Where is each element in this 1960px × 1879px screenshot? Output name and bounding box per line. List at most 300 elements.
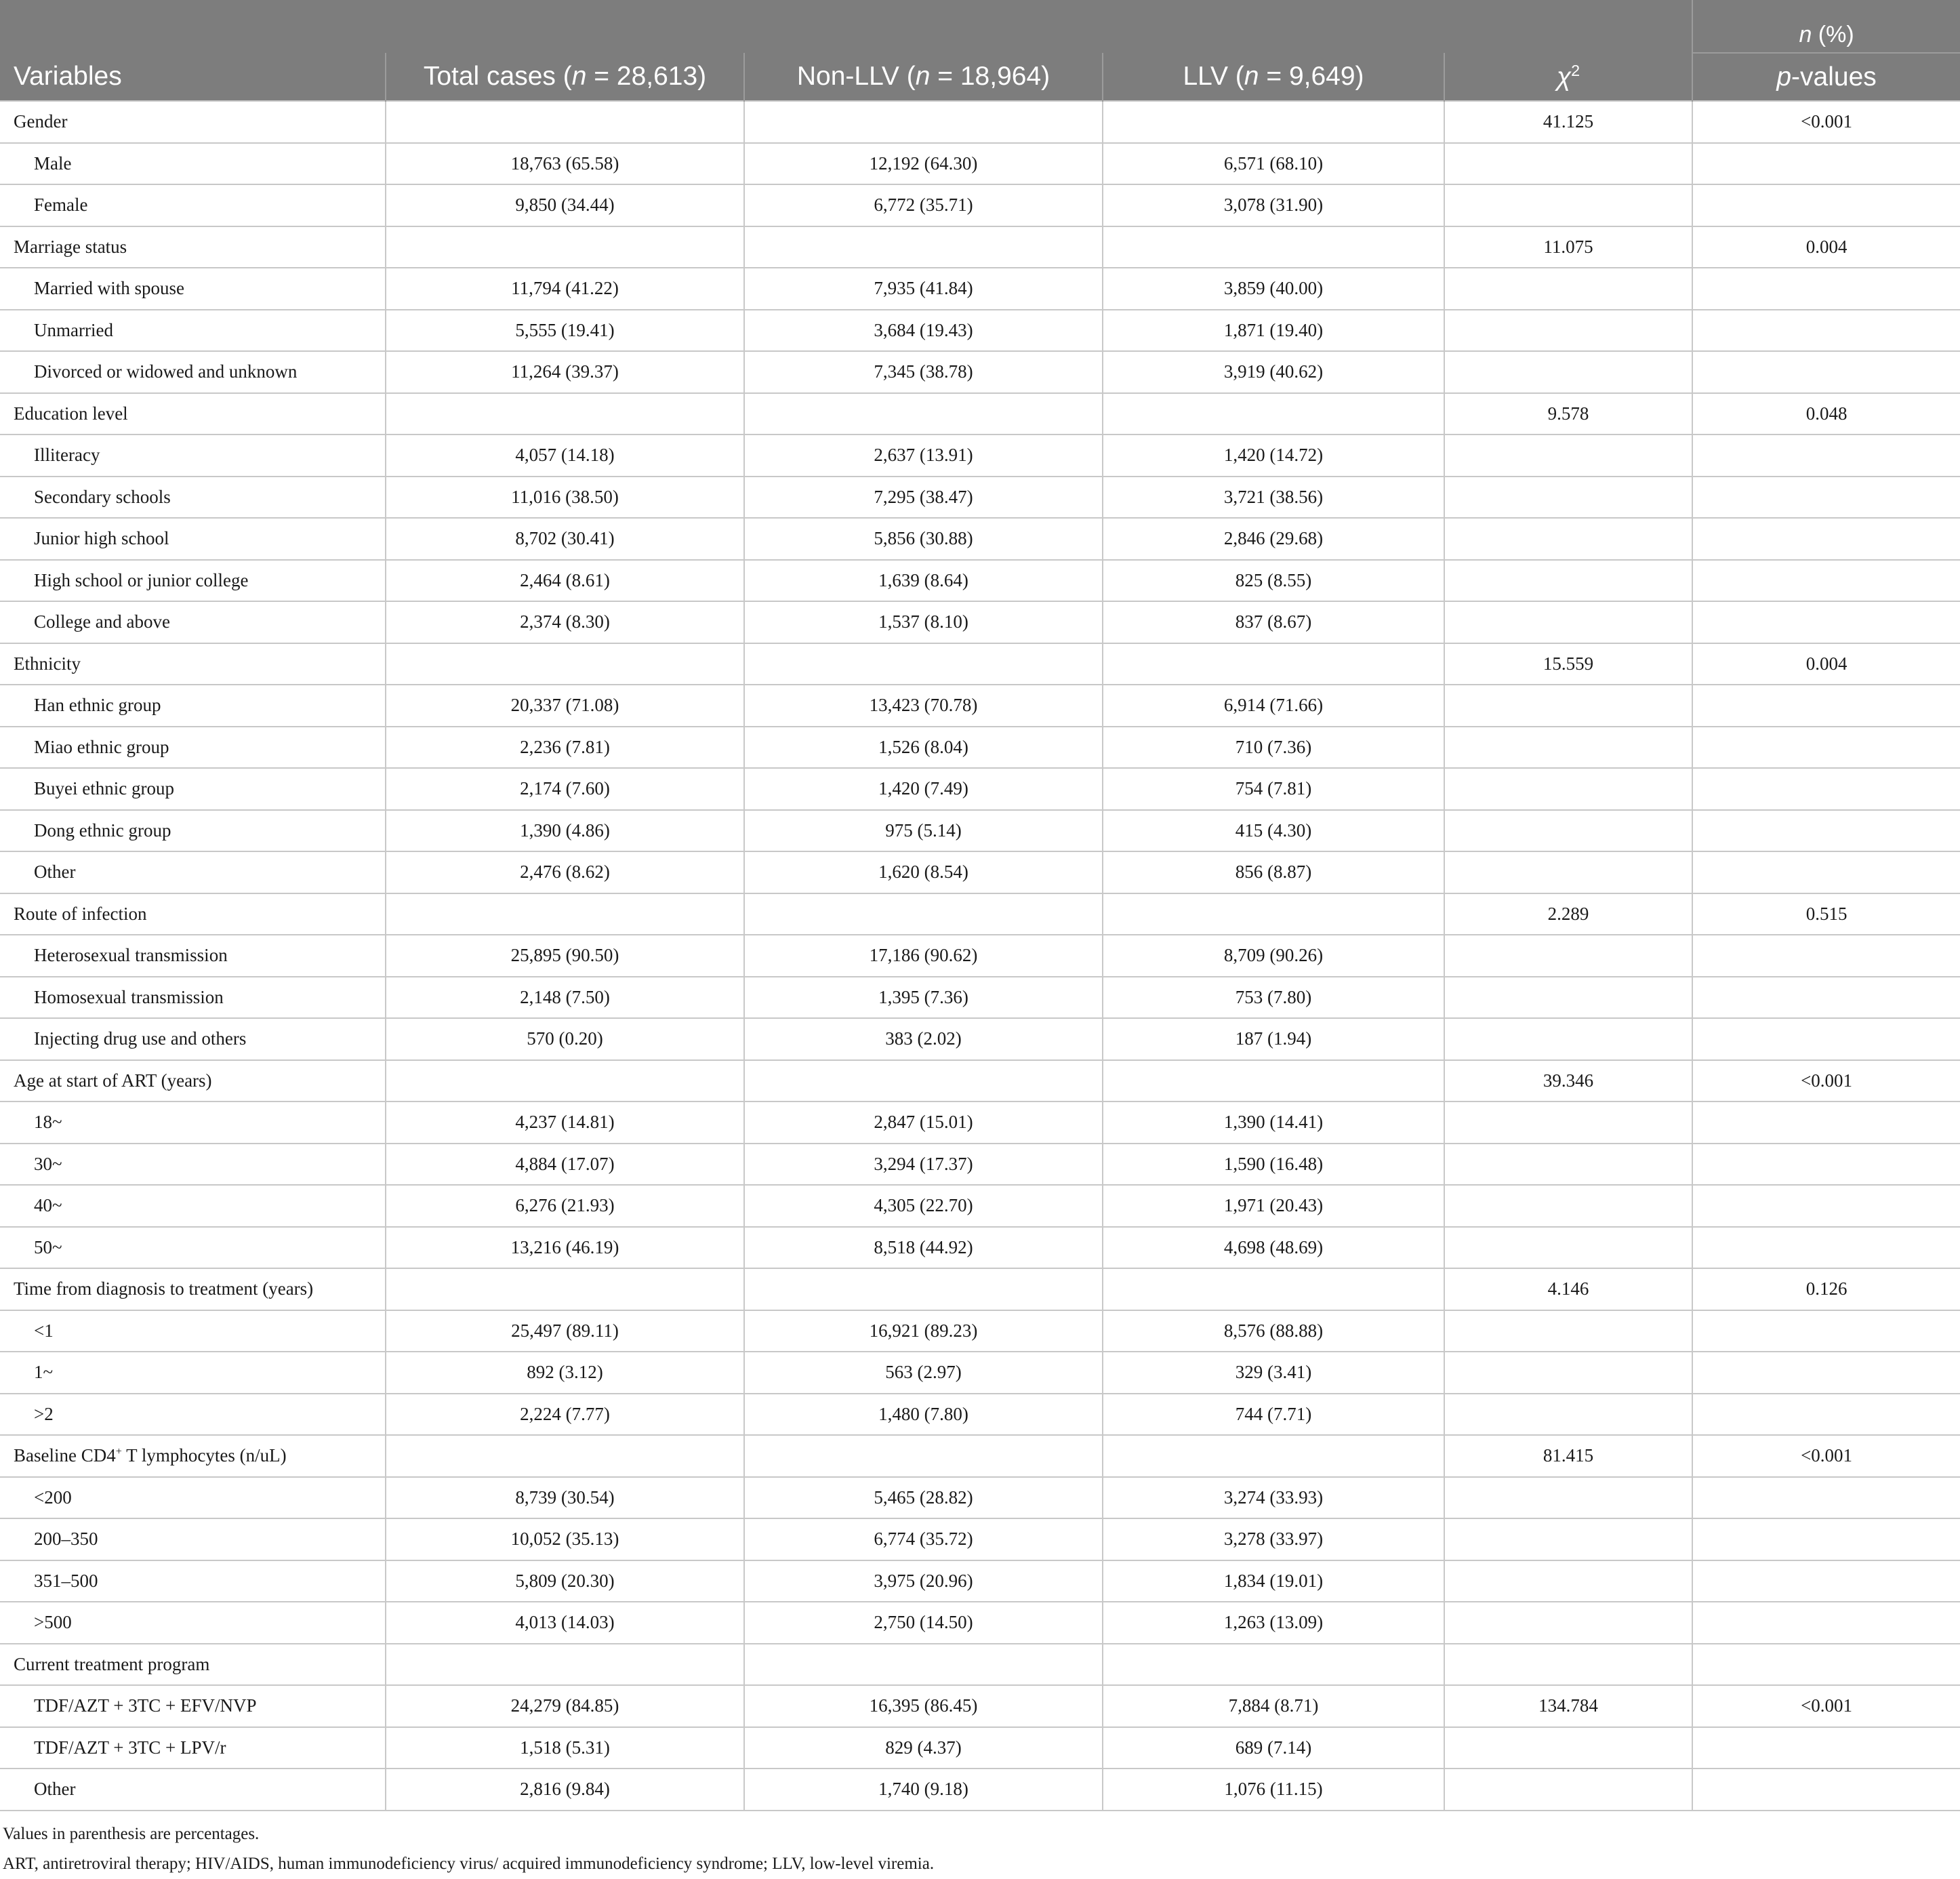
category-label: Other — [0, 851, 386, 893]
cell-llv — [1103, 101, 1444, 143]
cell-total: 570 (0.20) — [386, 1018, 744, 1060]
cell-chi2 — [1444, 143, 1692, 185]
cell-p — [1692, 685, 1960, 727]
cell-total — [386, 101, 744, 143]
cell-llv: 837 (8.67) — [1103, 601, 1444, 643]
cell-p — [1692, 1602, 1960, 1644]
cell-nonllv: 383 (2.02) — [744, 1018, 1103, 1060]
cell-llv — [1103, 1060, 1444, 1102]
cell-nonllv: 12,192 (64.30) — [744, 143, 1103, 185]
col-header-nonllv: Non-LLV (n = 18,964) — [744, 53, 1103, 101]
header-row — [0, 53, 1960, 101]
cell-p — [1692, 435, 1960, 477]
cell-llv: 6,914 (71.66) — [1103, 685, 1444, 727]
cell-nonllv: 6,774 (35.72) — [744, 1518, 1103, 1560]
cell-nonllv: 5,856 (30.88) — [744, 518, 1103, 560]
cell-nonllv — [744, 226, 1103, 268]
cell-llv: 8,709 (90.26) — [1103, 935, 1444, 977]
cell-total: 2,476 (8.62) — [386, 851, 744, 893]
cell-total: 8,739 (30.54) — [386, 1477, 744, 1519]
cell-p — [1692, 851, 1960, 893]
cell-nonllv: 5,465 (28.82) — [744, 1477, 1103, 1519]
cell-chi2 — [1444, 560, 1692, 602]
cell-chi2 — [1444, 1602, 1692, 1644]
cell-llv — [1103, 393, 1444, 435]
category-label: Unmarried — [0, 310, 386, 352]
category-label: TDF/AZT + 3TC + EFV/NVP — [0, 1685, 386, 1727]
col-header-variables: Variables — [0, 53, 386, 101]
category-label: High school or junior college — [0, 560, 386, 602]
cell-chi2 — [1444, 518, 1692, 560]
cell-llv — [1103, 1268, 1444, 1310]
category-row — [0, 1394, 1960, 1436]
cell-p: 0.515 — [1692, 893, 1960, 935]
cell-llv: 1,590 (16.48) — [1103, 1144, 1444, 1186]
cell-p — [1692, 143, 1960, 185]
cell-chi2 — [1444, 1102, 1692, 1144]
cell-chi2 — [1444, 477, 1692, 519]
cell-total: 4,013 (14.03) — [386, 1602, 744, 1644]
cell-nonllv: 4,305 (22.70) — [744, 1185, 1103, 1227]
cell-chi2 — [1444, 685, 1692, 727]
category-row — [0, 1227, 1960, 1269]
cell-nonllv: 1,420 (7.49) — [744, 768, 1103, 810]
cell-nonllv: 563 (2.97) — [744, 1352, 1103, 1394]
cell-p: 0.126 — [1692, 1268, 1960, 1310]
cell-total — [386, 1268, 744, 1310]
col-header-chi2: $\chi^2$ — [1444, 53, 1692, 101]
cell-nonllv: 8,518 (44.92) — [744, 1227, 1103, 1269]
cell-total: 8,702 (30.41) — [386, 518, 744, 560]
cell-total: 5,809 (20.30) — [386, 1560, 744, 1602]
category-row — [0, 851, 1960, 893]
category-label: College and above — [0, 601, 386, 643]
category-label: Miao ethnic group — [0, 727, 386, 769]
cell-nonllv — [744, 643, 1103, 685]
cell-p: 0.004 — [1692, 643, 1960, 685]
cell-chi2: 15.559 — [1444, 643, 1692, 685]
cell-total: 9,850 (34.44) — [386, 184, 744, 226]
category-label: Other — [0, 1769, 386, 1811]
cell-chi2: 11.075 — [1444, 226, 1692, 268]
cell-p: <0.001 — [1692, 1685, 1960, 1727]
cell-p — [1692, 1769, 1960, 1811]
note-line: Values in parenthesis are percentages. — [3, 1824, 260, 1843]
category-row — [0, 810, 1960, 852]
cell-chi2 — [1444, 1518, 1692, 1560]
cell-llv: 1,834 (19.01) — [1103, 1560, 1444, 1602]
variable-row — [0, 1435, 1960, 1477]
cell-chi2: 41.125 — [1444, 101, 1692, 143]
category-row — [0, 560, 1960, 602]
category-row — [0, 1310, 1960, 1352]
category-label: 18~ — [0, 1102, 386, 1144]
cell-nonllv: 7,295 (38.47) — [744, 477, 1103, 519]
cell-p — [1692, 560, 1960, 602]
variable-label: Current treatment program — [0, 1644, 386, 1686]
category-row — [0, 1018, 1960, 1060]
cell-total: 10,052 (35.13) — [386, 1518, 744, 1560]
cell-p — [1692, 184, 1960, 226]
cell-chi2 — [1444, 1394, 1692, 1436]
category-row — [0, 1602, 1960, 1644]
category-label: Male — [0, 143, 386, 185]
cell-total: 4,237 (14.81) — [386, 1102, 744, 1144]
cell-chi2 — [1444, 1727, 1692, 1769]
cell-nonllv — [744, 1435, 1103, 1477]
cell-llv: 754 (7.81) — [1103, 768, 1444, 810]
cell-nonllv: 3,294 (17.37) — [744, 1144, 1103, 1186]
category-label: 50~ — [0, 1227, 386, 1269]
cell-chi2 — [1444, 310, 1692, 352]
variable-row — [0, 893, 1960, 935]
cell-total: 2,464 (8.61) — [386, 560, 744, 602]
cell-chi2 — [1444, 1144, 1692, 1186]
cell-chi2 — [1444, 184, 1692, 226]
cell-p: <0.001 — [1692, 1435, 1960, 1477]
cell-total: 2,174 (7.60) — [386, 768, 744, 810]
cell-nonllv — [744, 1060, 1103, 1102]
cell-total: 2,224 (7.77) — [386, 1394, 744, 1436]
category-row — [0, 1185, 1960, 1227]
cell-p — [1692, 1227, 1960, 1269]
cell-llv: 825 (8.55) — [1103, 560, 1444, 602]
category-label: 30~ — [0, 1144, 386, 1186]
category-row — [0, 1102, 1960, 1144]
variable-row — [0, 101, 1960, 143]
cell-chi2 — [1444, 1185, 1692, 1227]
category-row — [0, 727, 1960, 769]
cell-total: 892 (3.12) — [386, 1352, 744, 1394]
cell-chi2 — [1444, 1560, 1692, 1602]
cell-nonllv: 1,620 (8.54) — [744, 851, 1103, 893]
header-spacer — [0, 0, 1692, 53]
cell-llv: 1,971 (20.43) — [1103, 1185, 1444, 1227]
category-label: 200–350 — [0, 1518, 386, 1560]
category-label: TDF/AZT + 3TC + LPV/r — [0, 1727, 386, 1769]
variable-label: Education level — [0, 393, 386, 435]
cell-total: 1,390 (4.86) — [386, 810, 744, 852]
cell-chi2 — [1444, 851, 1692, 893]
category-label: Buyei ethnic group — [0, 768, 386, 810]
category-label: Han ethnic group — [0, 685, 386, 727]
cell-total — [386, 1060, 744, 1102]
category-row — [0, 435, 1960, 477]
cell-llv — [1103, 1435, 1444, 1477]
cell-nonllv: 2,750 (14.50) — [744, 1602, 1103, 1644]
col-header-total: Total cases (n = 28,613) — [386, 53, 744, 101]
category-label: 40~ — [0, 1185, 386, 1227]
cell-p — [1692, 810, 1960, 852]
cell-llv: 856 (8.87) — [1103, 851, 1444, 893]
cell-p — [1692, 518, 1960, 560]
category-label: 351–500 — [0, 1560, 386, 1602]
category-row — [0, 184, 1960, 226]
category-label: Homosexual transmission — [0, 977, 386, 1019]
cell-total — [386, 1435, 744, 1477]
cell-p — [1692, 1352, 1960, 1394]
cell-chi2: 9.578 — [1444, 393, 1692, 435]
category-label: Dong ethnic group — [0, 810, 386, 852]
cell-p — [1692, 1518, 1960, 1560]
cell-p — [1692, 1560, 1960, 1602]
cell-total — [386, 893, 744, 935]
cell-p — [1692, 601, 1960, 643]
cell-total: 25,497 (89.11) — [386, 1310, 744, 1352]
cell-chi2 — [1444, 810, 1692, 852]
cell-llv: 187 (1.94) — [1103, 1018, 1444, 1060]
cell-total: 25,895 (90.50) — [386, 935, 744, 977]
cell-chi2: 81.415 — [1444, 1435, 1692, 1477]
cell-llv: 3,919 (40.62) — [1103, 351, 1444, 393]
variable-row — [0, 643, 1960, 685]
col-header-pvalues: p-values — [1692, 53, 1960, 101]
note-line: ART, antiretroviral therapy; HIV/AIDS, human immunodeficiency virus/ acquired immunodeficiency syndrome; LLV, low-level viremia. — [3, 1854, 935, 1873]
cell-p — [1692, 268, 1960, 310]
cell-nonllv: 13,423 (70.78) — [744, 685, 1103, 727]
cell-p — [1692, 1644, 1960, 1686]
cell-p — [1692, 1477, 1960, 1519]
cell-total: 4,057 (14.18) — [386, 435, 744, 477]
cell-nonllv: 829 (4.37) — [744, 1727, 1103, 1769]
cell-total: 4,884 (17.07) — [386, 1144, 744, 1186]
cell-nonllv — [744, 1268, 1103, 1310]
unit-label: n (%) — [1692, 0, 1960, 53]
cell-llv — [1103, 226, 1444, 268]
cell-p — [1692, 977, 1960, 1019]
cell-total: 11,264 (39.37) — [386, 351, 744, 393]
variable-row — [0, 1268, 1960, 1310]
category-label: >2 — [0, 1394, 386, 1436]
category-row — [0, 518, 1960, 560]
cell-total: 2,148 (7.50) — [386, 977, 744, 1019]
cell-chi2 — [1444, 1644, 1692, 1686]
category-label: Secondary schools — [0, 477, 386, 519]
category-label: Divorced or widowed and unknown — [0, 351, 386, 393]
variable-label: Age at start of ART (years) — [0, 1060, 386, 1102]
cell-total: 18,763 (65.58) — [386, 143, 744, 185]
variable-label: Time from diagnosis to treatment (years) — [0, 1268, 386, 1310]
variable-label: Baseline CD4+ T lymphocytes (n/uL) — [0, 1435, 386, 1477]
cell-nonllv: 1,740 (9.18) — [744, 1769, 1103, 1811]
variable-label: Ethnicity — [0, 643, 386, 685]
cell-chi2 — [1444, 1352, 1692, 1394]
cell-llv: 8,576 (88.88) — [1103, 1310, 1444, 1352]
cell-total: 2,374 (8.30) — [386, 601, 744, 643]
cell-nonllv — [744, 101, 1103, 143]
category-row — [0, 1352, 1960, 1394]
cell-chi2 — [1444, 1227, 1692, 1269]
category-label: <200 — [0, 1477, 386, 1519]
cell-llv: 3,274 (33.93) — [1103, 1477, 1444, 1519]
cell-total: 1,518 (5.31) — [386, 1727, 744, 1769]
cell-llv: 710 (7.36) — [1103, 727, 1444, 769]
cell-total: 20,337 (71.08) — [386, 685, 744, 727]
cell-total: 2,236 (7.81) — [386, 727, 744, 769]
cell-chi2 — [1444, 601, 1692, 643]
cell-total: 6,276 (21.93) — [386, 1185, 744, 1227]
cell-total — [386, 393, 744, 435]
cell-chi2: 39.346 — [1444, 1060, 1692, 1102]
category-label: Female — [0, 184, 386, 226]
cell-total: 13,216 (46.19) — [386, 1227, 744, 1269]
category-row — [0, 977, 1960, 1019]
cell-chi2 — [1444, 351, 1692, 393]
cell-total: 24,279 (84.85) — [386, 1685, 744, 1727]
cell-llv: 3,278 (33.97) — [1103, 1518, 1444, 1560]
cell-llv: 1,420 (14.72) — [1103, 435, 1444, 477]
cell-nonllv — [744, 1644, 1103, 1686]
category-row — [0, 1477, 1960, 1519]
cell-nonllv: 1,537 (8.10) — [744, 601, 1103, 643]
cell-llv — [1103, 1644, 1444, 1686]
cell-total — [386, 1644, 744, 1686]
category-label: 1~ — [0, 1352, 386, 1394]
cell-chi2 — [1444, 1018, 1692, 1060]
category-label: Married with spouse — [0, 268, 386, 310]
cell-nonllv: 7,935 (41.84) — [744, 268, 1103, 310]
cell-p: 0.004 — [1692, 226, 1960, 268]
category-row — [0, 1560, 1960, 1602]
cell-llv: 329 (3.41) — [1103, 1352, 1444, 1394]
category-row — [0, 310, 1960, 352]
category-row — [0, 1518, 1960, 1560]
cell-p — [1692, 1310, 1960, 1352]
variable-row — [0, 226, 1960, 268]
category-row — [0, 935, 1960, 977]
cell-nonllv: 3,684 (19.43) — [744, 310, 1103, 352]
category-row — [0, 768, 1960, 810]
cell-nonllv: 1,480 (7.80) — [744, 1394, 1103, 1436]
cell-chi2 — [1444, 268, 1692, 310]
cell-p: <0.001 — [1692, 1060, 1960, 1102]
category-label: Junior high school — [0, 518, 386, 560]
cell-nonllv: 7,345 (38.78) — [744, 351, 1103, 393]
cell-nonllv: 16,921 (89.23) — [744, 1310, 1103, 1352]
variable-label: Route of infection — [0, 893, 386, 935]
cell-p — [1692, 1102, 1960, 1144]
category-row — [0, 1769, 1960, 1811]
cell-chi2: 2.289 — [1444, 893, 1692, 935]
cell-p — [1692, 351, 1960, 393]
cell-chi2 — [1444, 977, 1692, 1019]
cell-chi2 — [1444, 1769, 1692, 1811]
cell-p — [1692, 727, 1960, 769]
cell-llv — [1103, 643, 1444, 685]
category-label: Illiteracy — [0, 435, 386, 477]
cell-chi2 — [1444, 768, 1692, 810]
cell-p — [1692, 768, 1960, 810]
cell-p — [1692, 935, 1960, 977]
category-row — [0, 1144, 1960, 1186]
cell-llv: 6,571 (68.10) — [1103, 143, 1444, 185]
cell-llv: 1,263 (13.09) — [1103, 1602, 1444, 1644]
cell-nonllv: 3,975 (20.96) — [744, 1560, 1103, 1602]
category-label: Heterosexual transmission — [0, 935, 386, 977]
cell-nonllv — [744, 393, 1103, 435]
cell-total — [386, 226, 744, 268]
cell-nonllv — [744, 893, 1103, 935]
cell-llv: 689 (7.14) — [1103, 1727, 1444, 1769]
cell-nonllv: 1,639 (8.64) — [744, 560, 1103, 602]
cell-llv: 415 (4.30) — [1103, 810, 1444, 852]
category-row — [0, 268, 1960, 310]
cell-nonllv: 1,395 (7.36) — [744, 977, 1103, 1019]
cell-llv: 753 (7.80) — [1103, 977, 1444, 1019]
cell-total — [386, 643, 744, 685]
cell-p — [1692, 1185, 1960, 1227]
cell-llv: 4,698 (48.69) — [1103, 1227, 1444, 1269]
cell-chi2 — [1444, 1310, 1692, 1352]
cell-total: 11,794 (41.22) — [386, 268, 744, 310]
cell-llv: 1,076 (11.15) — [1103, 1769, 1444, 1811]
cell-p — [1692, 1018, 1960, 1060]
cell-p — [1692, 1144, 1960, 1186]
category-row — [0, 601, 1960, 643]
cell-nonllv: 2,847 (15.01) — [744, 1102, 1103, 1144]
cell-chi2 — [1444, 435, 1692, 477]
cell-llv: 7,884 (8.71) — [1103, 1685, 1444, 1727]
cell-p — [1692, 477, 1960, 519]
variable-label: Gender — [0, 101, 386, 143]
cell-total: 5,555 (19.41) — [386, 310, 744, 352]
category-label: <1 — [0, 1310, 386, 1352]
cell-total: 2,816 (9.84) — [386, 1769, 744, 1811]
variable-label: Marriage status — [0, 226, 386, 268]
col-header-llv: LLV (n = 9,649) — [1103, 53, 1444, 101]
variable-row — [0, 1644, 1960, 1686]
header-row-top — [0, 0, 1960, 53]
cell-p — [1692, 1394, 1960, 1436]
cell-nonllv: 17,186 (90.62) — [744, 935, 1103, 977]
cell-llv: 3,078 (31.90) — [1103, 184, 1444, 226]
cell-p — [1692, 310, 1960, 352]
cell-p: <0.001 — [1692, 101, 1960, 143]
category-row — [0, 477, 1960, 519]
cell-llv: 3,721 (38.56) — [1103, 477, 1444, 519]
cell-chi2 — [1444, 727, 1692, 769]
cell-nonllv: 6,772 (35.71) — [744, 184, 1103, 226]
cell-nonllv: 1,526 (8.04) — [744, 727, 1103, 769]
cell-llv — [1103, 893, 1444, 935]
cell-chi2: 4.146 — [1444, 1268, 1692, 1310]
category-label: >500 — [0, 1602, 386, 1644]
cell-llv: 744 (7.71) — [1103, 1394, 1444, 1436]
category-row — [0, 1727, 1960, 1769]
cell-llv: 1,871 (19.40) — [1103, 310, 1444, 352]
cell-nonllv: 2,637 (13.91) — [744, 435, 1103, 477]
cell-llv: 1,390 (14.41) — [1103, 1102, 1444, 1144]
cell-chi2 — [1444, 935, 1692, 977]
category-row — [0, 351, 1960, 393]
cell-llv: 2,846 (29.68) — [1103, 518, 1444, 560]
cell-p: 0.048 — [1692, 393, 1960, 435]
variable-row — [0, 1060, 1960, 1102]
cell-p — [1692, 1727, 1960, 1769]
category-label: Injecting drug use and others — [0, 1018, 386, 1060]
cell-llv: 3,859 (40.00) — [1103, 268, 1444, 310]
cell-nonllv: 16,395 (86.45) — [744, 1685, 1103, 1727]
cell-nonllv: 975 (5.14) — [744, 810, 1103, 852]
category-row — [0, 685, 1960, 727]
cell-total: 11,016 (38.50) — [386, 477, 744, 519]
category-row — [0, 143, 1960, 185]
table-notes — [0, 1819, 1960, 1879]
category-row — [0, 1685, 1960, 1727]
table-header — [0, 0, 1960, 101]
cell-chi2 — [1444, 1477, 1692, 1519]
table-body — [0, 101, 1960, 1811]
